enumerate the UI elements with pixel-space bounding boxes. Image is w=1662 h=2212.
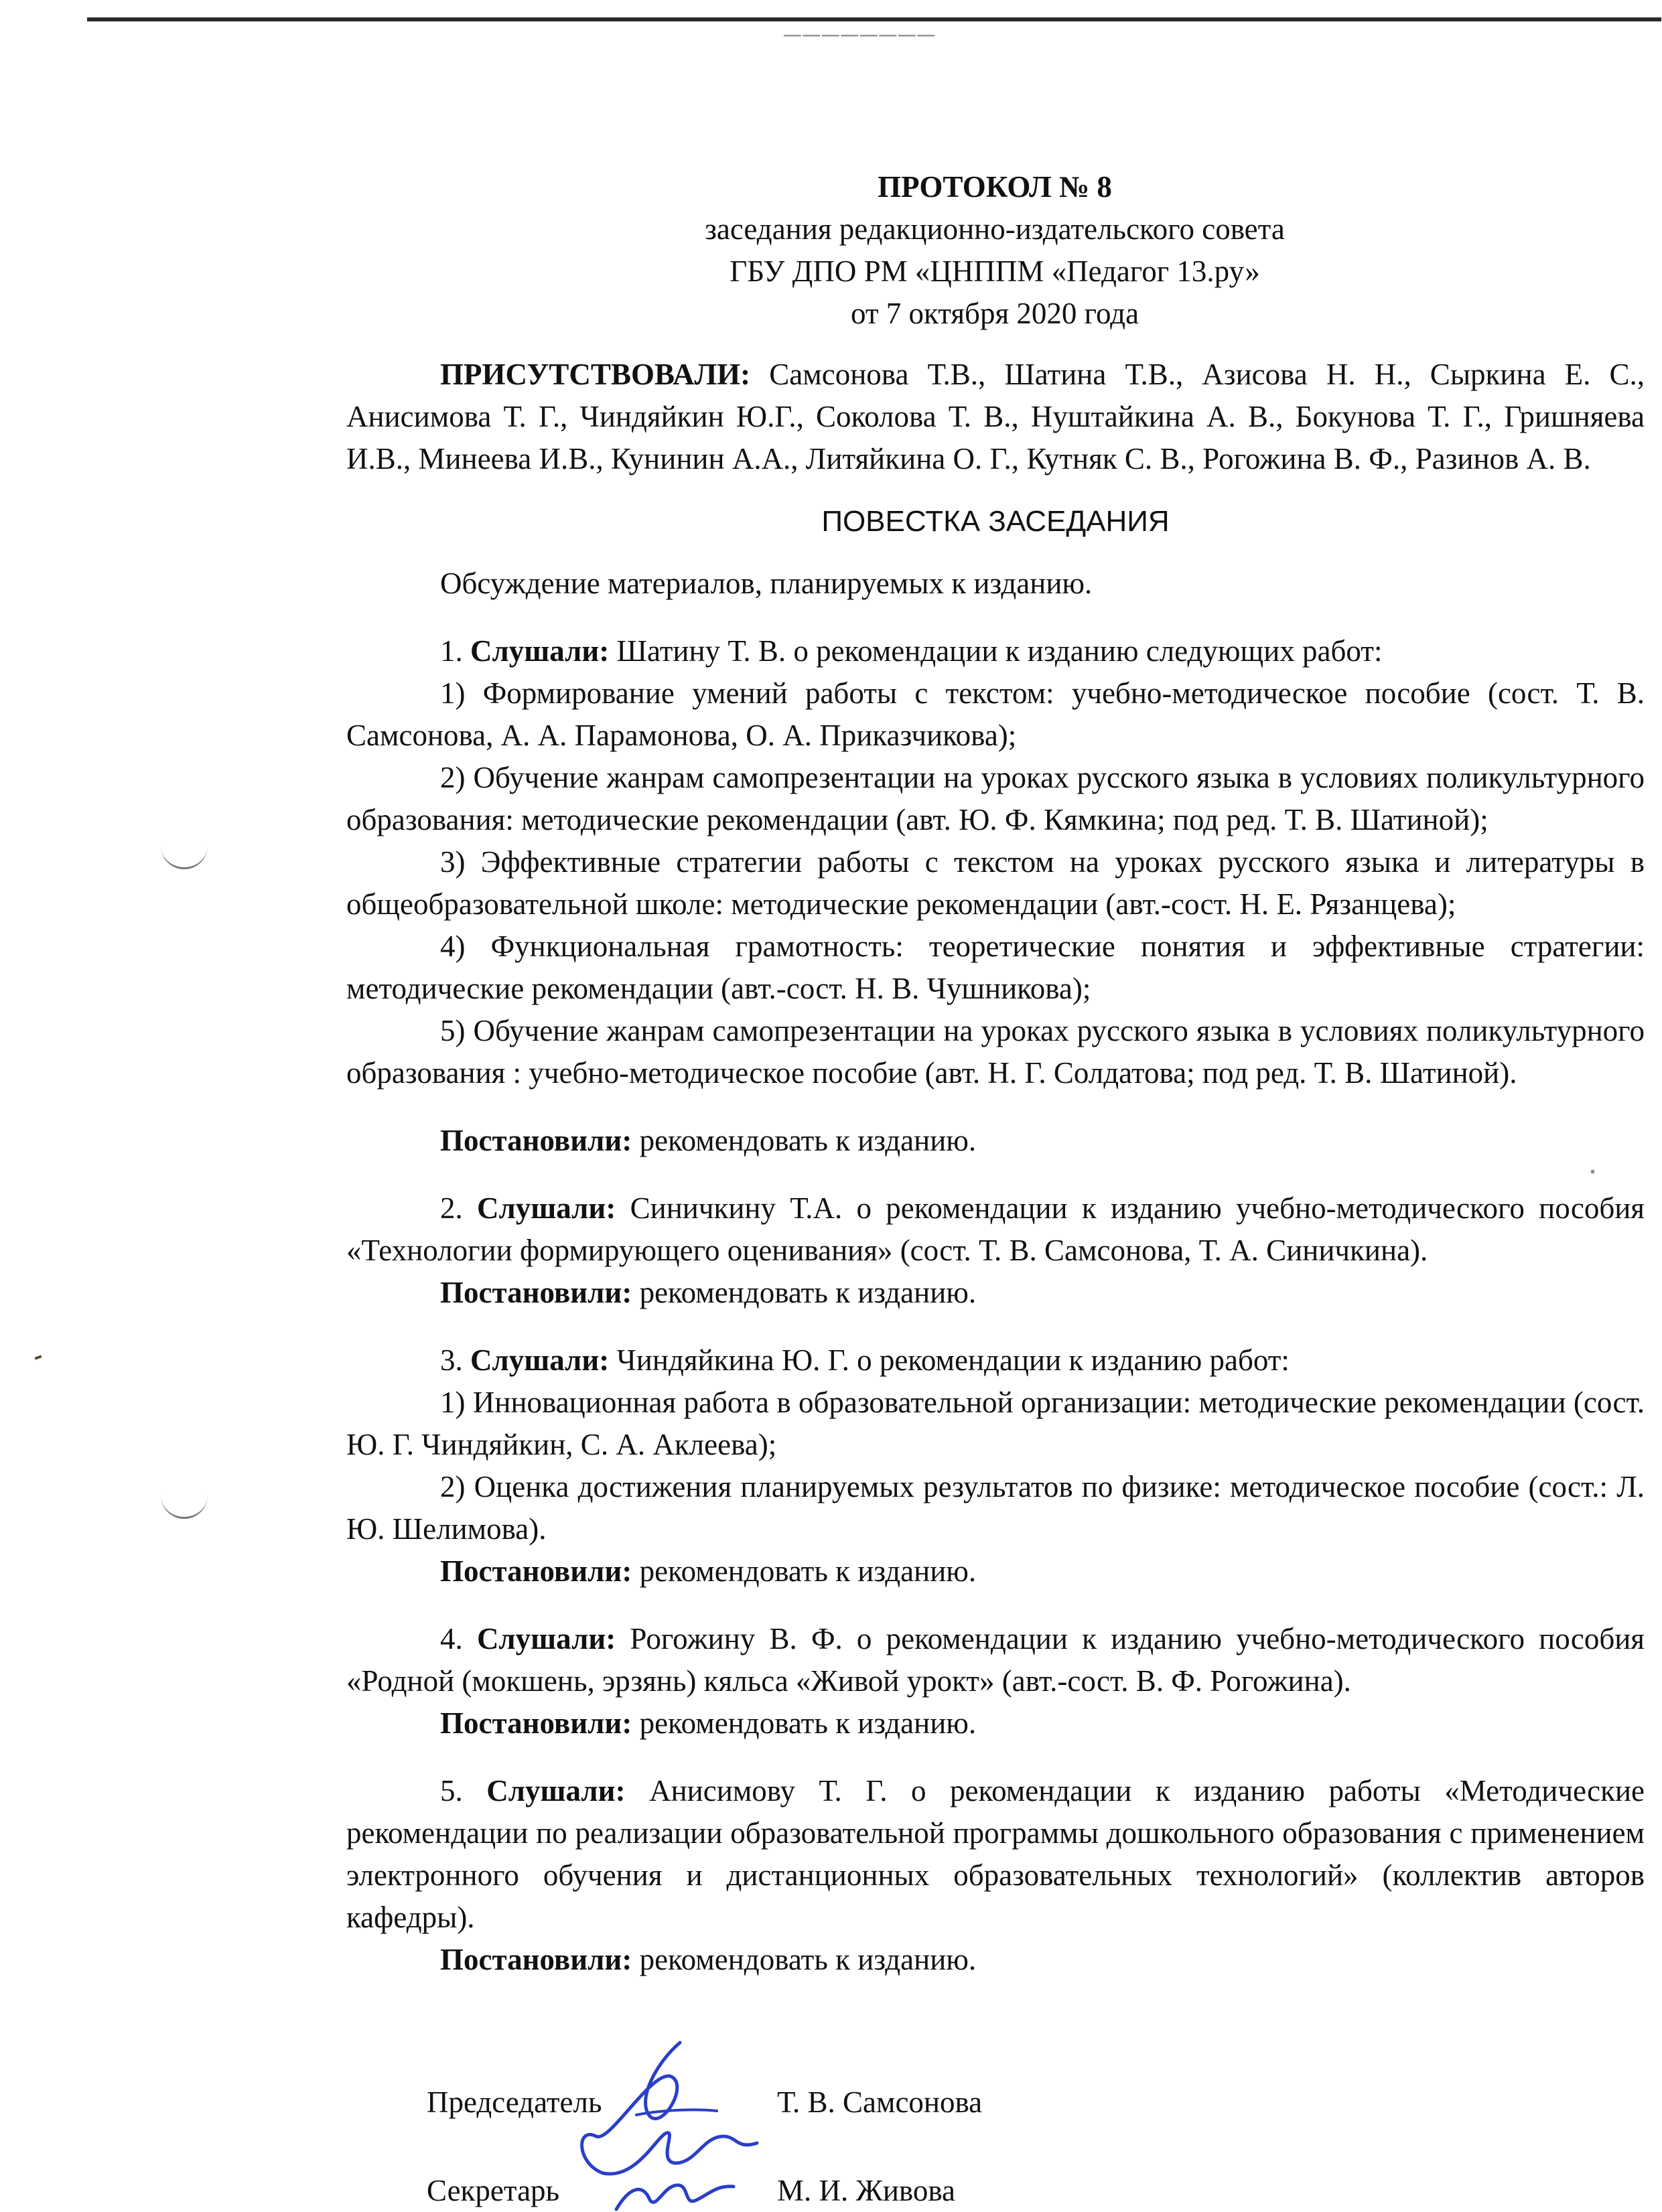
item-1-decision xyxy=(346,1120,1645,1162)
decision-text: рекомендовать к изданию. xyxy=(632,1554,977,1588)
item-3-work-2: 2) Оценка достижения планируемых результатов по физике: методическое пособие (сост.: Л. Ю. Шелимова). xyxy=(346,1470,1645,1546)
header-line-organization: ГБУ ДПО РМ «ЦНППМ «Педагог 13.ру» xyxy=(730,254,1260,288)
header-line-date: от 7 октября 2020 года xyxy=(850,297,1139,330)
item-number: 4. xyxy=(440,1622,477,1655)
item-2-heard xyxy=(346,1187,1645,1272)
decided-label: Постановили: xyxy=(440,1276,632,1309)
header-line-council: заседания редакционно-издательского совета xyxy=(705,212,1285,246)
scan-bleed-through: ──────── xyxy=(784,21,937,48)
decided-label: Постановили: xyxy=(440,1124,632,1157)
item-number: 2. xyxy=(440,1191,478,1225)
item-2-decision xyxy=(346,1272,1645,1314)
document-body xyxy=(346,354,1645,1981)
item-1-work-5: 5) Обучение жанрам самопрезентации на уроках русского языка в условиях поликультурного образования : учебно-методическое пособие (авт. Н. Г. Солдатова; под ред. Т. В. Шатиной). xyxy=(346,1014,1645,1090)
attendees-paragraph xyxy=(346,354,1645,480)
heard-label: Слушали: xyxy=(486,1774,626,1808)
chair-role: Председатель xyxy=(427,2085,602,2119)
item-1-work-3: 3) Эффективные стратегии работы с текстом на уроках русского языка и литературы в общеобразовательной школе: методические рекомендации (авт.-сост. Н. Е. Рязанцева); xyxy=(346,845,1645,921)
decision-text: рекомендовать к изданию. xyxy=(632,1706,977,1740)
item-5-decision xyxy=(346,1939,1645,1981)
agenda-text: Обсуждение материалов, планируемых к изданию. xyxy=(440,567,1093,600)
attendees-label: ПРИСУТСТВОВАЛИ: xyxy=(440,358,751,391)
item-number: 3. xyxy=(440,1343,470,1377)
item-1-text: Шатину Т. В. о рекомендации к изданию следующих работ: xyxy=(609,634,1383,668)
scan-speck xyxy=(35,1355,42,1359)
item-number: 1. xyxy=(440,634,470,668)
chair-name: Т. В. Самсонова xyxy=(777,2085,983,2119)
item-1-work-2: 2) Обучение жанрам самопрезентации на уроках русского языка в условиях поликультурного образования: методические рекомендации (авт. Ю. Ф. Кямкина; под ред. Т. В. Шатиной); xyxy=(346,761,1645,836)
item-1-work-1: 1) Формирование умений работы с текстом: учебно-методическое пособие (сост. Т. В. Самсонова, А. А. Парамонова, О. А. Приказчикова); xyxy=(346,676,1645,752)
item-3-work-1: 1) Инновационная работа в образовательной организации: методические рекомендации (сост. Ю. Г. Чиндяйкин, С. А. Аклеева); xyxy=(346,1386,1645,1461)
decision-text: рекомендовать к изданию. xyxy=(632,1276,977,1309)
decided-label: Постановили: xyxy=(440,1706,632,1740)
agenda-heading: ПОВЕСТКА ЗАСЕДАНИЯ xyxy=(821,505,1170,538)
secretary-name: М. И. Живова xyxy=(777,2174,955,2207)
heard-label: Слушали: xyxy=(476,1622,616,1655)
item-5-text: Анисимову Т. Г. о рекомендации к изданию работы «Методические рекомендации по реализации образовательной программы дошкольного образования с применением электронного обучения и дистанционных образовательных технологий» (коллектив авторов кафедры). xyxy=(346,1774,1645,1934)
item-1-work-4: 4) Функциональная грамотность: теоретические понятия и эффективные стратегии: методические рекомендации (авт.-сост. Н. В. Чушникова); xyxy=(346,930,1645,1005)
item-4-decision xyxy=(346,1702,1645,1745)
decision-text: рекомендовать к изданию. xyxy=(632,1124,977,1157)
punch-hole-mark xyxy=(161,840,208,869)
item-5-heard xyxy=(346,1770,1645,1939)
chair-signature xyxy=(556,2036,777,2190)
item-2-text: Синичкину Т.А. о рекомендации к изданию учебно-методического пособия «Технологии формирующего оценивания» (сост. Т. В. Самсонова, Т. А. Синичкина). xyxy=(346,1191,1645,1267)
item-4-heard xyxy=(346,1618,1645,1702)
secretary-role: Секретарь xyxy=(427,2174,560,2207)
secretary-signature xyxy=(610,2180,744,2210)
item-3-decision xyxy=(346,1550,1645,1593)
item-1-heard xyxy=(346,630,1645,672)
heard-label: Слушали: xyxy=(470,634,610,668)
item-3-text: Чиндяйкина Ю. Г. о рекомендации к изданию работ: xyxy=(609,1343,1290,1377)
punch-hole-mark xyxy=(161,1490,208,1519)
document-header xyxy=(345,166,1645,335)
item-4-text: Рогожину В. Ф. о рекомендации к изданию учебно-методического пособия «Родной (мокшень, эрзянь) кяльса «Живой урокт» (авт.-сост. В. Ф. Рогожина). xyxy=(346,1622,1645,1698)
item-number: 5. xyxy=(440,1774,487,1808)
decided-label: Постановили: xyxy=(440,1943,632,1976)
heard-label: Слушали: xyxy=(470,1343,610,1377)
attendees-names: Самсонова Т.В., Шатина Т.В., Азисова Н. Н., Сыркина Е. С., Анисимова Т. Г., Чиндяйкин Ю.Г., Соколова Т. В., Нуштайкина А. В., Бокунова Т. Г., Гришняева И.В., Минеева И.В., Кунинин А.А., Литяйкина О. Г., Кутняк С. В., Рогожина В. Ф., Разинов А. В. xyxy=(346,358,1645,475)
decision-text: рекомендовать к изданию. xyxy=(632,1943,977,1976)
heard-label: Слушали: xyxy=(477,1191,616,1225)
protocol-title: ПРОТОКОЛ № 8 xyxy=(878,170,1112,204)
item-3-heard xyxy=(346,1339,1645,1382)
decided-label: Постановили: xyxy=(440,1554,632,1588)
